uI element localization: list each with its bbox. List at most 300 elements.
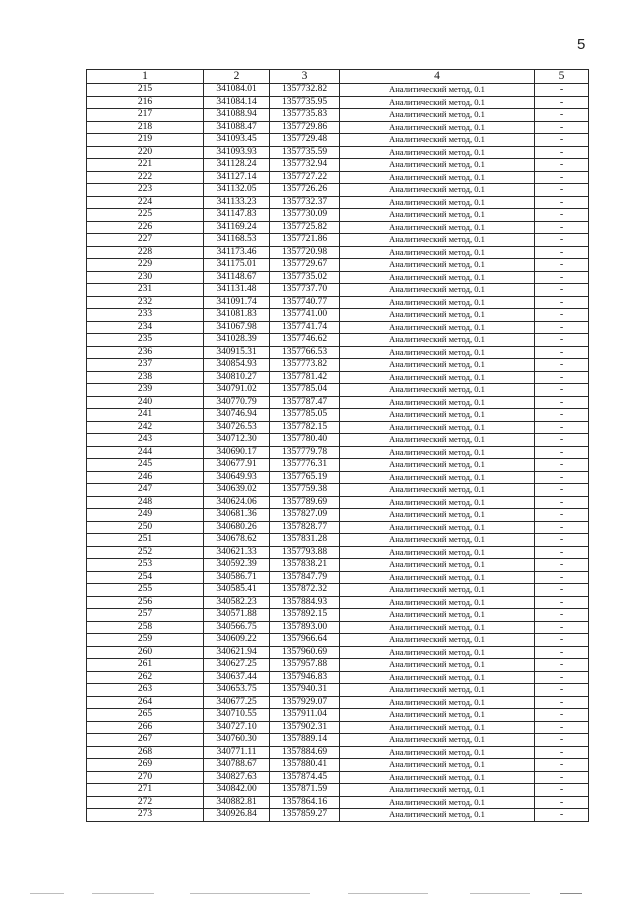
note-cell: - — [535, 571, 589, 584]
x-coordinate-cell: 341131.48 — [204, 284, 270, 297]
point-number-cell: 222 — [87, 171, 204, 184]
x-coordinate-cell: 340770.79 — [204, 396, 270, 409]
y-coordinate-cell: 1357940.31 — [270, 684, 340, 697]
method-cell: Аналитический метод, 0.1 — [340, 259, 535, 272]
note-cell: - — [535, 784, 589, 797]
note-cell: - — [535, 121, 589, 134]
table-row — [87, 346, 589, 359]
point-number-cell: 244 — [87, 446, 204, 459]
x-coordinate-cell: 341132.05 — [204, 184, 270, 197]
y-coordinate-cell: 1357827.09 — [270, 509, 340, 522]
y-coordinate-cell: 1357741.00 — [270, 309, 340, 322]
x-coordinate-cell: 340627.25 — [204, 659, 270, 672]
x-coordinate-cell: 341084.01 — [204, 84, 270, 97]
point-number-cell: 260 — [87, 646, 204, 659]
y-coordinate-cell: 1357889.14 — [270, 734, 340, 747]
point-number-cell: 257 — [87, 609, 204, 622]
x-coordinate-cell: 340586.71 — [204, 571, 270, 584]
table-row — [87, 96, 589, 109]
method-cell: Аналитический метод, 0.1 — [340, 509, 535, 522]
table-row — [87, 721, 589, 734]
method-cell: Аналитический метод, 0.1 — [340, 596, 535, 609]
method-cell: Аналитический метод, 0.1 — [340, 784, 535, 797]
x-coordinate-cell: 340639.02 — [204, 484, 270, 497]
method-cell: Аналитический метод, 0.1 — [340, 609, 535, 622]
note-cell: - — [535, 371, 589, 384]
table-row — [87, 809, 589, 822]
table-row — [87, 409, 589, 422]
y-coordinate-cell: 1357831.28 — [270, 534, 340, 547]
method-cell: Аналитический метод, 0.1 — [340, 646, 535, 659]
y-coordinate-cell: 1357957.88 — [270, 659, 340, 672]
y-coordinate-cell: 1357726.26 — [270, 184, 340, 197]
x-coordinate-cell: 340690.17 — [204, 446, 270, 459]
table-row — [87, 559, 589, 572]
x-coordinate-cell: 340677.25 — [204, 696, 270, 709]
point-number-cell: 247 — [87, 484, 204, 497]
x-coordinate-cell: 340609.22 — [204, 634, 270, 647]
method-cell: Аналитический метод, 0.1 — [340, 521, 535, 534]
method-cell: Аналитический метод, 0.1 — [340, 534, 535, 547]
x-coordinate-cell: 341148.67 — [204, 271, 270, 284]
table-body — [87, 84, 589, 822]
y-coordinate-cell: 1357884.93 — [270, 596, 340, 609]
method-cell: Аналитический метод, 0.1 — [340, 359, 535, 372]
note-cell: - — [535, 271, 589, 284]
y-coordinate-cell: 1357776.31 — [270, 459, 340, 472]
point-number-cell: 254 — [87, 571, 204, 584]
note-cell: - — [535, 659, 589, 672]
note-cell: - — [535, 634, 589, 647]
table-row — [87, 396, 589, 409]
y-coordinate-cell: 1357729.67 — [270, 259, 340, 272]
table-row — [87, 709, 589, 722]
y-coordinate-cell: 1357735.59 — [270, 146, 340, 159]
y-coordinate-cell: 1357729.48 — [270, 134, 340, 147]
page-number: 5 — [577, 36, 586, 53]
point-number-cell: 252 — [87, 546, 204, 559]
x-coordinate-cell: 340624.06 — [204, 496, 270, 509]
x-coordinate-cell: 340788.67 — [204, 759, 270, 772]
x-coordinate-cell: 340681.36 — [204, 509, 270, 522]
table-row — [87, 434, 589, 447]
point-number-cell: 217 — [87, 109, 204, 122]
y-coordinate-cell: 1357727.22 — [270, 171, 340, 184]
method-cell: Аналитический метод, 0.1 — [340, 384, 535, 397]
table-row — [87, 309, 589, 322]
note-cell: - — [535, 796, 589, 809]
x-coordinate-cell: 340827.63 — [204, 771, 270, 784]
note-cell: - — [535, 609, 589, 622]
method-cell: Аналитический метод, 0.1 — [340, 159, 535, 172]
column-header: 1 — [87, 70, 204, 84]
method-cell: Аналитический метод, 0.1 — [340, 321, 535, 334]
method-cell: Аналитический метод, 0.1 — [340, 546, 535, 559]
point-number-cell: 216 — [87, 96, 204, 109]
x-coordinate-cell: 341147.83 — [204, 209, 270, 222]
point-number-cell: 224 — [87, 196, 204, 209]
y-coordinate-cell: 1357732.94 — [270, 159, 340, 172]
method-cell: Аналитический метод, 0.1 — [340, 471, 535, 484]
table-row — [87, 771, 589, 784]
point-number-cell: 256 — [87, 596, 204, 609]
point-number-cell: 230 — [87, 271, 204, 284]
table-row — [87, 784, 589, 797]
point-number-cell: 221 — [87, 159, 204, 172]
method-cell: Аналитический метод, 0.1 — [340, 434, 535, 447]
y-coordinate-cell: 1357929.07 — [270, 696, 340, 709]
note-cell: - — [535, 809, 589, 822]
table-row — [87, 84, 589, 97]
note-cell: - — [535, 296, 589, 309]
point-number-cell: 239 — [87, 384, 204, 397]
point-number-cell: 233 — [87, 309, 204, 322]
x-coordinate-cell: 340571.88 — [204, 609, 270, 622]
table-row — [87, 321, 589, 334]
table-row — [87, 609, 589, 622]
method-cell: Аналитический метод, 0.1 — [340, 371, 535, 384]
y-coordinate-cell: 1357785.04 — [270, 384, 340, 397]
table-row — [87, 446, 589, 459]
note-cell: - — [535, 521, 589, 534]
method-cell: Аналитический метод, 0.1 — [340, 396, 535, 409]
note-cell: - — [535, 709, 589, 722]
coordinates-table — [86, 69, 589, 822]
method-cell: Аналитический метод, 0.1 — [340, 309, 535, 322]
point-number-cell: 263 — [87, 684, 204, 697]
method-cell: Аналитический метод, 0.1 — [340, 484, 535, 497]
x-coordinate-cell: 340680.26 — [204, 521, 270, 534]
y-coordinate-cell: 1357729.86 — [270, 121, 340, 134]
y-coordinate-cell: 1357893.00 — [270, 621, 340, 634]
note-cell: - — [535, 359, 589, 372]
table-row — [87, 571, 589, 584]
x-coordinate-cell: 340582.23 — [204, 596, 270, 609]
method-cell: Аналитический метод, 0.1 — [340, 446, 535, 459]
note-cell: - — [535, 596, 589, 609]
x-coordinate-cell: 341067.98 — [204, 321, 270, 334]
table-row — [87, 259, 589, 272]
note-cell: - — [535, 421, 589, 434]
table-row — [87, 371, 589, 384]
point-number-cell: 262 — [87, 671, 204, 684]
table-row — [87, 359, 589, 372]
point-number-cell: 271 — [87, 784, 204, 797]
note-cell: - — [535, 721, 589, 734]
x-coordinate-cell: 340726.53 — [204, 421, 270, 434]
table-row — [87, 534, 589, 547]
point-number-cell: 223 — [87, 184, 204, 197]
x-coordinate-cell: 341169.24 — [204, 221, 270, 234]
point-number-cell: 236 — [87, 346, 204, 359]
table-row — [87, 271, 589, 284]
y-coordinate-cell: 1357871.59 — [270, 784, 340, 797]
y-coordinate-cell: 1357946.83 — [270, 671, 340, 684]
method-cell: Аналитический метод, 0.1 — [340, 421, 535, 434]
method-cell: Аналитический метод, 0.1 — [340, 734, 535, 747]
point-number-cell: 242 — [87, 421, 204, 434]
point-number-cell: 259 — [87, 634, 204, 647]
y-coordinate-cell: 1357785.05 — [270, 409, 340, 422]
note-cell: - — [535, 496, 589, 509]
method-cell: Аналитический метод, 0.1 — [340, 84, 535, 97]
method-cell: Аналитический метод, 0.1 — [340, 634, 535, 647]
note-cell: - — [535, 196, 589, 209]
point-number-cell: 229 — [87, 259, 204, 272]
method-cell: Аналитический метод, 0.1 — [340, 659, 535, 672]
method-cell: Аналитический метод, 0.1 — [340, 121, 535, 134]
note-cell: - — [535, 84, 589, 97]
y-coordinate-cell: 1357859.27 — [270, 809, 340, 822]
y-coordinate-cell: 1357838.21 — [270, 559, 340, 572]
point-number-cell: 220 — [87, 146, 204, 159]
table-row — [87, 471, 589, 484]
x-coordinate-cell: 340926.84 — [204, 809, 270, 822]
y-coordinate-cell: 1357740.77 — [270, 296, 340, 309]
table-row — [87, 496, 589, 509]
y-coordinate-cell: 1357902.31 — [270, 721, 340, 734]
y-coordinate-cell: 1357721.86 — [270, 234, 340, 247]
note-cell: - — [535, 234, 589, 247]
method-cell: Аналитический метод, 0.1 — [340, 809, 535, 822]
table-row — [87, 334, 589, 347]
y-coordinate-cell: 1357773.82 — [270, 359, 340, 372]
x-coordinate-cell: 340712.30 — [204, 434, 270, 447]
method-cell: Аналитический метод, 0.1 — [340, 221, 535, 234]
y-coordinate-cell: 1357741.74 — [270, 321, 340, 334]
table-row — [87, 484, 589, 497]
point-number-cell: 238 — [87, 371, 204, 384]
table-row — [87, 546, 589, 559]
y-coordinate-cell: 1357735.95 — [270, 96, 340, 109]
method-cell: Аналитический метод, 0.1 — [340, 796, 535, 809]
table-row — [87, 584, 589, 597]
point-number-cell: 258 — [87, 621, 204, 634]
x-coordinate-cell: 340746.94 — [204, 409, 270, 422]
y-coordinate-cell: 1357780.40 — [270, 434, 340, 447]
table-row — [87, 121, 589, 134]
point-number-cell: 267 — [87, 734, 204, 747]
x-coordinate-cell: 340710.55 — [204, 709, 270, 722]
method-cell: Аналитический метод, 0.1 — [340, 334, 535, 347]
note-cell: - — [535, 621, 589, 634]
y-coordinate-cell: 1357720.98 — [270, 246, 340, 259]
note-cell: - — [535, 309, 589, 322]
table-row — [87, 146, 589, 159]
method-cell: Аналитический метод, 0.1 — [340, 146, 535, 159]
note-cell: - — [535, 96, 589, 109]
method-cell: Аналитический метод, 0.1 — [340, 746, 535, 759]
y-coordinate-cell: 1357793.88 — [270, 546, 340, 559]
y-coordinate-cell: 1357864.16 — [270, 796, 340, 809]
x-coordinate-cell: 340842.00 — [204, 784, 270, 797]
method-cell: Аналитический метод, 0.1 — [340, 346, 535, 359]
x-coordinate-cell: 341091.74 — [204, 296, 270, 309]
table-row — [87, 196, 589, 209]
method-cell: Аналитический метод, 0.1 — [340, 584, 535, 597]
note-cell: - — [535, 646, 589, 659]
y-coordinate-cell: 1357787.47 — [270, 396, 340, 409]
point-number-cell: 228 — [87, 246, 204, 259]
x-coordinate-cell: 340791.02 — [204, 384, 270, 397]
y-coordinate-cell: 1357781.42 — [270, 371, 340, 384]
point-number-cell: 273 — [87, 809, 204, 822]
table-row — [87, 509, 589, 522]
x-coordinate-cell: 340653.75 — [204, 684, 270, 697]
note-cell: - — [535, 109, 589, 122]
x-coordinate-cell: 341127.14 — [204, 171, 270, 184]
method-cell: Аналитический метод, 0.1 — [340, 696, 535, 709]
point-number-cell: 255 — [87, 584, 204, 597]
x-coordinate-cell: 341088.47 — [204, 121, 270, 134]
y-coordinate-cell: 1357759.38 — [270, 484, 340, 497]
method-cell: Аналитический метод, 0.1 — [340, 571, 535, 584]
y-coordinate-cell: 1357732.82 — [270, 84, 340, 97]
table-row — [87, 734, 589, 747]
method-cell: Аналитический метод, 0.1 — [340, 134, 535, 147]
method-cell: Аналитический метод, 0.1 — [340, 96, 535, 109]
table-row — [87, 696, 589, 709]
x-coordinate-cell: 340621.94 — [204, 646, 270, 659]
column-header: 3 — [270, 70, 340, 84]
x-coordinate-cell: 340915.31 — [204, 346, 270, 359]
table-row — [87, 159, 589, 172]
note-cell: - — [535, 396, 589, 409]
x-coordinate-cell: 341088.94 — [204, 109, 270, 122]
method-cell: Аналитический метод, 0.1 — [340, 296, 535, 309]
y-coordinate-cell: 1357884.69 — [270, 746, 340, 759]
table-row — [87, 796, 589, 809]
y-coordinate-cell: 1357872.32 — [270, 584, 340, 597]
page-footer-scan-marks — [0, 893, 640, 897]
point-number-cell: 269 — [87, 759, 204, 772]
x-coordinate-cell: 340727.10 — [204, 721, 270, 734]
point-number-cell: 265 — [87, 709, 204, 722]
method-cell: Аналитический метод, 0.1 — [340, 171, 535, 184]
point-number-cell: 270 — [87, 771, 204, 784]
method-cell: Аналитический метод, 0.1 — [340, 109, 535, 122]
note-cell: - — [535, 221, 589, 234]
point-number-cell: 237 — [87, 359, 204, 372]
x-coordinate-cell: 340649.93 — [204, 471, 270, 484]
table-row — [87, 184, 589, 197]
x-coordinate-cell: 341128.24 — [204, 159, 270, 172]
method-cell: Аналитический метод, 0.1 — [340, 559, 535, 572]
x-coordinate-cell: 341028.39 — [204, 334, 270, 347]
point-number-cell: 232 — [87, 296, 204, 309]
note-cell: - — [535, 346, 589, 359]
x-coordinate-cell: 340882.81 — [204, 796, 270, 809]
y-coordinate-cell: 1357746.62 — [270, 334, 340, 347]
y-coordinate-cell: 1357892.15 — [270, 609, 340, 622]
method-cell: Аналитический метод, 0.1 — [340, 459, 535, 472]
note-cell: - — [535, 434, 589, 447]
y-coordinate-cell: 1357911.04 — [270, 709, 340, 722]
method-cell: Аналитический метод, 0.1 — [340, 721, 535, 734]
y-coordinate-cell: 1357880.41 — [270, 759, 340, 772]
y-coordinate-cell: 1357874.45 — [270, 771, 340, 784]
method-cell: Аналитический метод, 0.1 — [340, 234, 535, 247]
note-cell: - — [535, 321, 589, 334]
y-coordinate-cell: 1357765.19 — [270, 471, 340, 484]
table-row — [87, 109, 589, 122]
column-header: 5 — [535, 70, 589, 84]
point-number-cell: 268 — [87, 746, 204, 759]
x-coordinate-cell: 341093.45 — [204, 134, 270, 147]
table-row — [87, 234, 589, 247]
point-number-cell: 250 — [87, 521, 204, 534]
table-row — [87, 596, 589, 609]
table-row — [87, 284, 589, 297]
table-row — [87, 209, 589, 222]
method-cell: Аналитический метод, 0.1 — [340, 709, 535, 722]
note-cell: - — [535, 484, 589, 497]
point-number-cell: 235 — [87, 334, 204, 347]
note-cell: - — [535, 384, 589, 397]
table-row — [87, 459, 589, 472]
point-number-cell: 253 — [87, 559, 204, 572]
method-cell: Аналитический метод, 0.1 — [340, 496, 535, 509]
note-cell: - — [535, 284, 589, 297]
table-row — [87, 746, 589, 759]
method-cell: Аналитический метод, 0.1 — [340, 621, 535, 634]
point-number-cell: 261 — [87, 659, 204, 672]
method-cell: Аналитический метод, 0.1 — [340, 671, 535, 684]
point-number-cell: 226 — [87, 221, 204, 234]
table-row — [87, 659, 589, 672]
y-coordinate-cell: 1357735.02 — [270, 271, 340, 284]
method-cell: Аналитический метод, 0.1 — [340, 271, 535, 284]
note-cell: - — [535, 584, 589, 597]
x-coordinate-cell: 340621.33 — [204, 546, 270, 559]
point-number-cell: 245 — [87, 459, 204, 472]
y-coordinate-cell: 1357960.69 — [270, 646, 340, 659]
x-coordinate-cell: 340760.30 — [204, 734, 270, 747]
x-coordinate-cell: 340677.91 — [204, 459, 270, 472]
point-number-cell: 272 — [87, 796, 204, 809]
method-cell: Аналитический метод, 0.1 — [340, 184, 535, 197]
point-number-cell: 240 — [87, 396, 204, 409]
table-row — [87, 671, 589, 684]
point-number-cell: 225 — [87, 209, 204, 222]
point-number-cell: 251 — [87, 534, 204, 547]
y-coordinate-cell: 1357828.77 — [270, 521, 340, 534]
note-cell: - — [535, 171, 589, 184]
x-coordinate-cell: 340592.39 — [204, 559, 270, 572]
table-header-row — [87, 70, 589, 84]
method-cell: Аналитический метод, 0.1 — [340, 284, 535, 297]
note-cell: - — [535, 746, 589, 759]
note-cell: - — [535, 559, 589, 572]
x-coordinate-cell: 340585.41 — [204, 584, 270, 597]
point-number-cell: 218 — [87, 121, 204, 134]
point-number-cell: 246 — [87, 471, 204, 484]
point-number-cell: 266 — [87, 721, 204, 734]
point-number-cell: 215 — [87, 84, 204, 97]
x-coordinate-cell: 341093.93 — [204, 146, 270, 159]
note-cell: - — [535, 334, 589, 347]
point-number-cell: 227 — [87, 234, 204, 247]
column-header: 4 — [340, 70, 535, 84]
note-cell: - — [535, 409, 589, 422]
y-coordinate-cell: 1357732.37 — [270, 196, 340, 209]
note-cell: - — [535, 546, 589, 559]
note-cell: - — [535, 734, 589, 747]
point-number-cell: 249 — [87, 509, 204, 522]
x-coordinate-cell: 340810.27 — [204, 371, 270, 384]
x-coordinate-cell: 341084.14 — [204, 96, 270, 109]
note-cell: - — [535, 259, 589, 272]
